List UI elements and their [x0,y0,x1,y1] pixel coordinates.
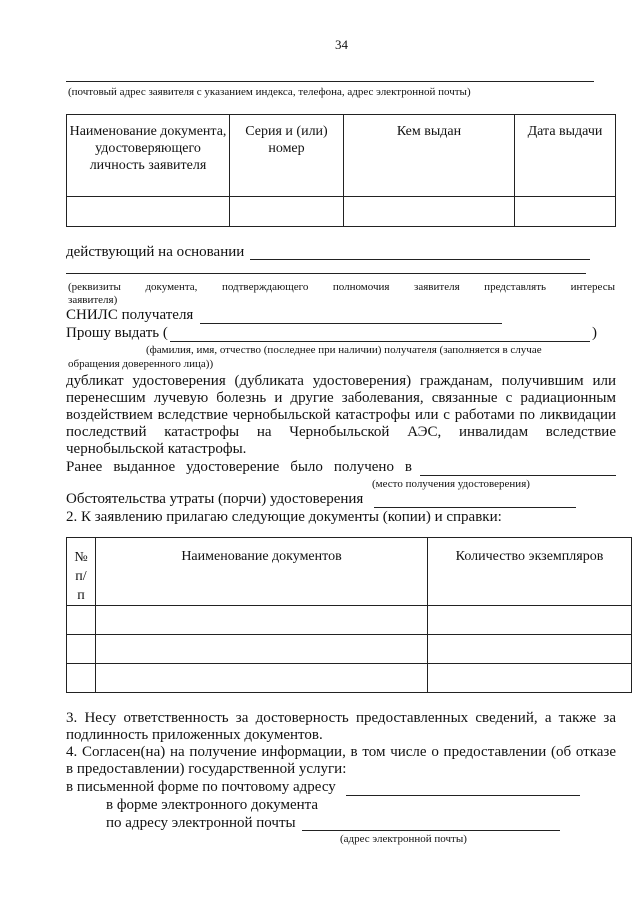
attached-documents-table [66,537,632,693]
document-name-cell[interactable] [67,197,230,227]
postal-address-caption: (почтовый адрес заявителя с указанием индекса, телефона, адрес электронной почты) [68,86,471,98]
email-label: по адресу электронной почты [106,815,296,831]
basis-caption-line2: заявителя) [68,294,118,306]
row3-name-cell[interactable] [96,664,428,693]
postal-address-input-line[interactable] [346,795,580,796]
paper-form-label: в письменной форме по почтовому адресу [66,779,336,795]
basis-caption-line1: (реквизиты документа, подтверждающего полномочия заявителя представлять интересы [68,281,615,293]
header-document-names-text: Наименование документов [181,549,342,564]
duplicate-line-3: воздействием вследствие чернобыльской катастрофы или с работами по ликвидации [66,407,616,423]
request-label: Прошу выдать ( [66,325,168,341]
loss-label: Обстоятельства утраты (порчи) удостоверения [66,491,364,507]
previous-issued-label: Ранее выданное удостоверение было получено в [66,459,412,475]
email-caption: (адрес электронной почты) [340,833,467,845]
fio-caption-line2: обращения доверенного лица)) [68,358,214,370]
header-number-part1: № [74,550,88,565]
snils-label: СНИЛС получателя [66,307,194,323]
identity-document-table [66,114,616,227]
duplicate-line-4: последствий катастрофы на Чернобыльской АЭС, инвалидам вследствие [66,424,616,440]
row1-number-cell[interactable] [67,606,96,635]
row2-number-cell[interactable] [67,635,96,664]
table-header-document-name [67,115,230,197]
row3-number-cell[interactable] [67,664,96,693]
header-issued-by-text: Кем выдан [396,124,462,139]
header-document-name-text: Наименование документа, удостоверяющего личность заявителя [69,124,227,173]
responsibility-line1: 3. Несу ответственность за достоверность предоставленных сведений, а также за [66,710,616,726]
table-header-copies-count [428,538,632,606]
electronic-form-label: в форме электронного документа [106,797,319,813]
table-header-series-number [230,115,344,197]
row3-count-cell[interactable] [428,664,632,693]
place-caption: (место получения удостоверения) [372,478,530,490]
table-header-number [67,538,96,606]
basis-document-line[interactable] [66,273,586,274]
row2-count-cell[interactable] [428,635,632,664]
fio-caption-line1: (фамилия, имя, отчество (последнее при наличии) получателя (заполняется в случае [146,344,542,356]
header-number-part3: п [77,588,85,603]
request-name-line[interactable] [170,341,590,342]
consent-line1: 4. Согласен(на) на получение информации, в том числе о предоставлении (об отказе [66,744,616,760]
page-number: 34 [335,37,348,52]
header-series-number-text: Серия и (или) номер [245,124,328,156]
loss-line[interactable] [374,507,576,508]
duplicate-line-2: перенесшим лучевую болезнь и другие заболевания, связанные с радиационным [66,390,616,406]
request-close-paren: ) [592,325,597,341]
issued-by-cell[interactable] [344,197,515,227]
issue-date-cell[interactable] [515,197,616,227]
row1-name-cell[interactable] [96,606,428,635]
header-copies-count-text: Количество экземпляров [455,549,604,564]
header-number-part2: п/ [75,569,87,584]
email-input-line[interactable] [302,830,560,831]
attach-label: 2. К заявлению прилагаю следующие документы (копии) и справки: [66,509,502,525]
table-header-document-names [96,538,428,606]
previous-place-line[interactable] [420,475,616,476]
snils-line[interactable] [200,323,502,324]
table-header-issue-date [515,115,616,197]
duplicate-line-5: чернобыльской катастрофы. [66,441,247,457]
row1-count-cell[interactable] [428,606,632,635]
row2-name-cell[interactable] [96,635,428,664]
duplicate-line-1: дубликат удостоверения (дубликата удостоверения) гражданам, получившим или [66,373,616,389]
table-header-issued-by [344,115,515,197]
responsibility-line2: подлинность приложенных документов. [66,727,323,743]
acting-basis-line[interactable] [250,259,590,260]
header-issue-date-text: Дата выдачи [527,124,603,139]
series-number-cell[interactable] [230,197,344,227]
consent-line2: в предоставлении) государственной услуги: [66,761,347,777]
acting-basis-label: действующий на основании [66,244,245,260]
postal-address-line[interactable] [66,81,594,82]
